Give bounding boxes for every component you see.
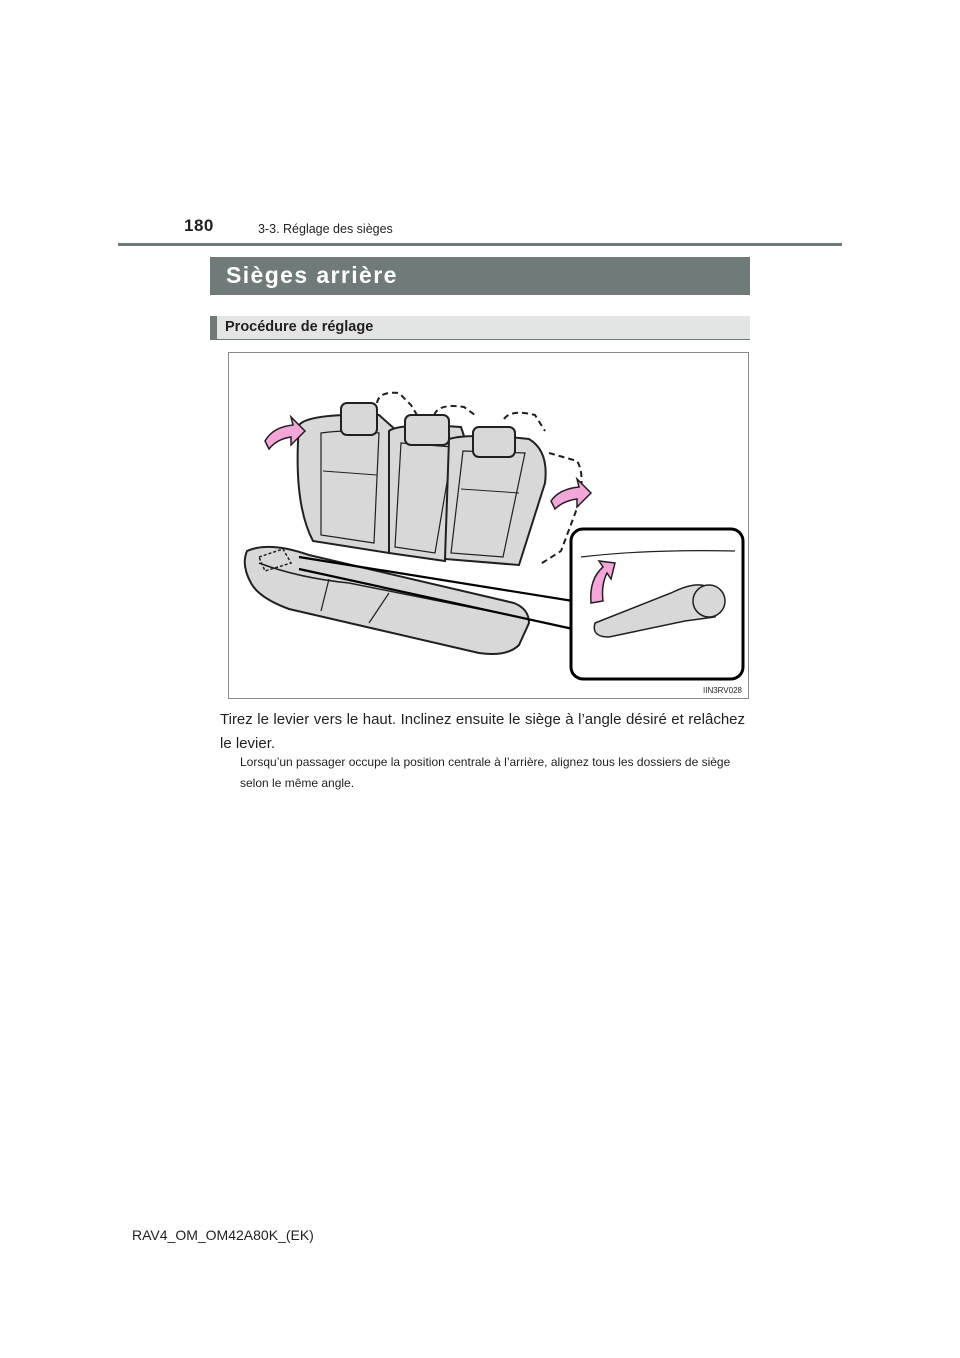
rear-seat-drawing	[229, 353, 748, 698]
figure-code: IIN3RV028	[703, 686, 742, 695]
instruction-text: Tirez le levier vers le haut. Inclinez ensuite le siège à l’angle désiré et relâchez le levier.	[220, 711, 745, 752]
instruction-note: Lorsqu’un passager occupe la position centrale à l’arrière, alignez tous les dossiers de siège selon le même angle.	[240, 755, 731, 790]
header-rule	[118, 243, 842, 246]
subsection-title: Procédure de réglage	[225, 319, 374, 335]
subsection-marker	[210, 316, 217, 340]
headrest-left	[341, 403, 377, 435]
section-reference: 3-3. Réglage des sièges	[258, 222, 393, 236]
page-number: 180	[184, 216, 214, 235]
document-code: RAV4_OM_OM42A80K_(EK)	[132, 1227, 314, 1243]
headrest-center	[405, 415, 449, 445]
headrest-right	[473, 427, 515, 457]
subsection-heading	[210, 316, 750, 340]
section-title: Sièges arrière	[210, 257, 750, 295]
seat-adjustment-illustration	[228, 352, 749, 699]
recline-arrow-right-icon	[551, 479, 591, 509]
